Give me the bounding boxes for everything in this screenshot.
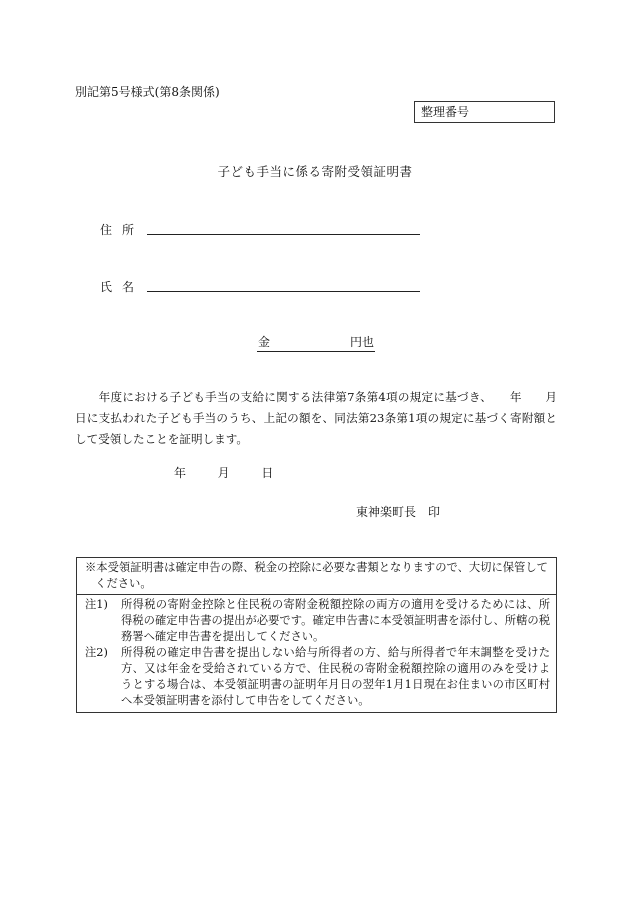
name-line	[147, 291, 420, 292]
note-item	[85, 645, 550, 709]
address-line	[147, 234, 420, 235]
document-title: 子ども手当に係る寄附受領証明書	[217, 164, 413, 179]
issuer-name: 東神楽町長	[356, 505, 417, 519]
notes-section	[77, 595, 556, 712]
note-label: 注2)	[85, 646, 108, 659]
note-text: 所得税の確定申告書を提出しない給与所得者の方、給与所得者で年末調整を受けた方、又は年金を受給されている方で、住民税の寄附金税額控除の適用のみを受けようとする場合は、本受領証明書の証明年月日の翌年1月1日現在お住まいの市区町村へ本受領証明書を添付して申告をしてください。	[121, 646, 550, 707]
date-month: 月	[217, 466, 230, 480]
amount-prefix: 金	[258, 335, 271, 349]
issue-date	[174, 465, 273, 481]
note-label: 注1)	[85, 598, 108, 611]
notice-main: ※本受領証明書は確定申告の際、税金の控除に必要な書類となりますので、大切に保管してください。	[77, 558, 556, 595]
amount-field	[257, 335, 375, 352]
note-text: 所得税の寄附金控除と住民税の寄附金税額控除の両方の適用を受けるためには、所得税の確定申告書の提出が必要です。確定申告書に本受領証明書を添付し、所轄の税務署へ確定申告書を提出してください。	[121, 598, 550, 643]
reference-number-box	[414, 101, 555, 123]
reference-number-label: 整理番号	[421, 105, 470, 119]
name-label: 氏名	[100, 280, 145, 294]
notice-box	[76, 557, 557, 713]
note-item	[85, 597, 550, 645]
certification-statement	[75, 387, 581, 450]
date-year: 年	[174, 466, 187, 480]
form-number: 別記第5号様式(第8条関係)	[75, 85, 220, 99]
issuer	[356, 504, 440, 520]
date-day: 日	[261, 466, 274, 480]
amount-suffix: 円也	[349, 335, 374, 349]
seal-mark: 印	[428, 505, 441, 519]
address-label: 住所	[100, 223, 145, 237]
certification-paragraph: 年度における子ども手当の支給に関する法律第7条第4項の規定に基づき、 年 月 日に支払われた子ども手当のうち、上記の額を、同法第23条第1項の規定に基づく寄附額として受領したことを証明します。	[75, 390, 581, 446]
